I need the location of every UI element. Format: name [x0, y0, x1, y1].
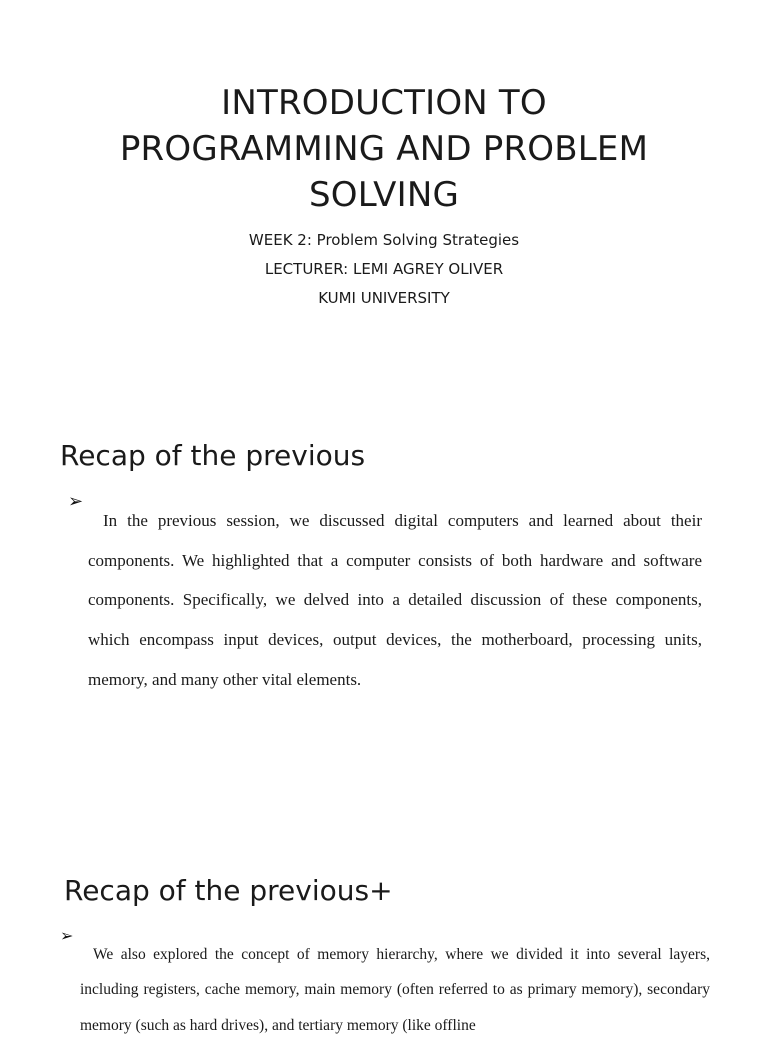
week-label: WEEK 2: Problem Solving Strategies [40, 226, 728, 255]
recap-text: In the previous session, we discussed digital computers and learned about their components. We highlighted that a computer consists of both hardware and software components. Specifically, we delved into a detailed discussion of these components, which encompass input devices, output devices, the motherboard, processing units, memory, and many other vital elements. [88, 511, 702, 689]
recap-slide-2 [0, 860, 768, 1024]
title-line-3: SOLVING [40, 172, 728, 218]
arrowhead-bullet-icon: ➢ [60, 926, 73, 945]
slide-title [40, 80, 728, 218]
lecturer-label: LECTURER: LEMI AGREY OLIVER [40, 255, 728, 284]
arrowhead-bullet-icon: ➢ [68, 491, 83, 512]
recap-slide-1 [0, 420, 768, 840]
title-slide [0, 0, 768, 380]
recap-paragraph [88, 501, 702, 700]
recap-heading: Recap of the previous [60, 438, 365, 474]
university-label: KUMI UNIVERSITY [40, 284, 728, 313]
slide-subtitle [40, 226, 728, 313]
recap-heading: Recap of the previous+ [64, 873, 393, 909]
recap-text: We also explored the concept of memory hierarchy, where we divided it into several layers, including registers, cache memory, main memory (often referred to as primary memory), secondary memory (such as hard drives), and tertiary memory (like offline [80, 946, 710, 1034]
title-line-1: INTRODUCTION TO [40, 80, 728, 126]
recap-paragraph [80, 937, 710, 1043]
title-line-2: PROGRAMMING AND PROBLEM [40, 126, 728, 172]
